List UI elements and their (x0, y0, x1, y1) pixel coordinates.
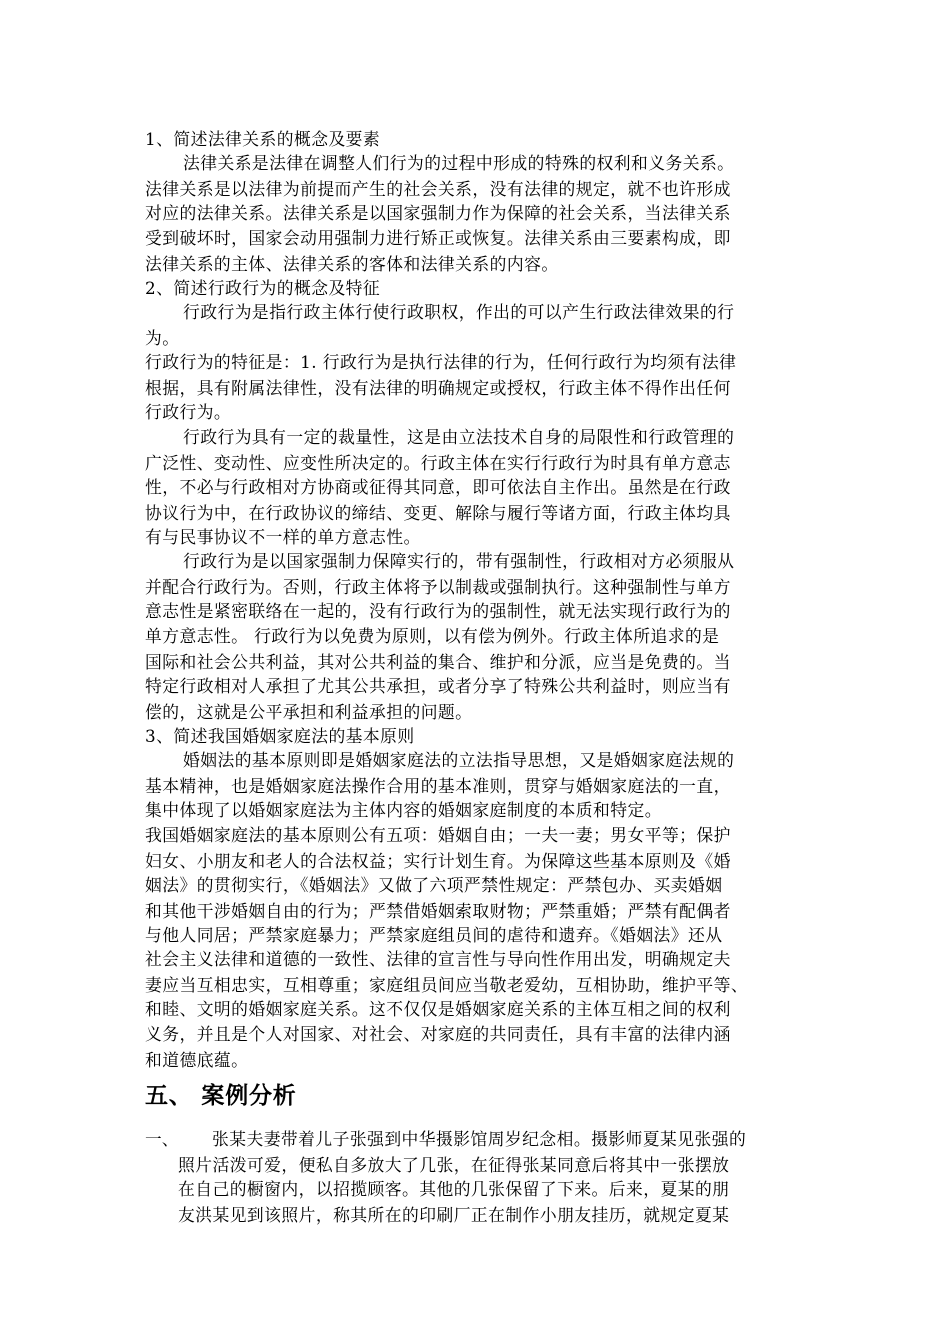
section-2-line: 广泛性、变动性、应变性所决定的。行政主体在实行行政行为时具有单方意志 (145, 453, 731, 473)
case-line: 照片活泼可爱，便私自多放大了几张，在征得张某同意后将其中一张摆放 (178, 1155, 730, 1175)
section-2-line: 特定行政相对人承担了尤其公共承担，或者分享了特殊公共利益时，则应当有 (145, 676, 731, 696)
section-2-line: 有与民事协议不一样的单方意志性。 (145, 527, 421, 547)
section-3-line: 妇女、小朋友和老人的合法权益；实行计划生育。为保障这些基本原则及《婚 (145, 851, 731, 871)
case-number: 一、 (145, 1129, 179, 1149)
section-2-line: 并配合行政行为。否则，行政主体将予以制裁或强制执行。这种强制性与单方 (145, 577, 731, 597)
section-3-line: 社会主义法律和道德的一致性、法律的宣言性与导向性作用出发，明确规定夫 (145, 949, 731, 969)
section-2-line: 意志性是紧密联络在一起的，没有行政行为的强制性，就无法实现行政行为的 (145, 601, 731, 621)
section-1-line: 法律关系是法律在调整人们行为的过程中形成的特殊的权利和义务关系。 (183, 153, 735, 173)
section-2-line: 行政行为具有一定的裁量性，这是由立法技术自身的局限性和行政管理的 (183, 427, 735, 447)
section-3-line: 婚姻法的基本原则即是婚姻家庭法的立法指导思想，又是婚姻家庭法规的 (183, 750, 735, 770)
section-3-line: 姻法》的贯彻实行，《婚姻法》又做了六项严禁性规定：严禁包办、买卖婚姻 (145, 875, 723, 895)
section-3-heading: 3、简述我国婚姻家庭法的基本原则 (145, 726, 415, 746)
section-2-line: 性，不必与行政相对方协商或征得其同意，即可依法自主作出。虽然是在行政 (145, 477, 731, 497)
section-2-line: 行政行为是以国家强制力保障实行的，带有强制性，行政相对方必须服从 (183, 551, 735, 571)
section-3-line: 与他人同居；严禁家庭暴力；严禁家庭组员间的虐待和遗弃。《婚姻法》还从 (145, 925, 723, 945)
section-2-line: 行政行为。 (145, 402, 232, 422)
section-2-heading: 2、简述行政行为的概念及特征 (145, 278, 381, 298)
case-line: 在自己的橱窗内，以招揽顾客。其他的几张保留了下来。后来，夏某的朋 (178, 1179, 730, 1199)
section-3-line: 基本精神，也是婚姻家庭法操作合用的基本准则，贯穿与婚姻家庭法的一直， (145, 776, 731, 796)
section-2-line: 为。 (145, 328, 180, 348)
section-2-line: 根据，具有附属法律性，没有法律的明确规定或授权，行政主体不得作出任何 (145, 378, 731, 398)
section-1-heading: 1、简述法律关系的概念及要素 (145, 129, 381, 149)
section-5-heading: 五、 案例分析 (145, 1083, 297, 1109)
section-3-line: 和道德底蕴。 (145, 1050, 249, 1070)
section-1-line: 法律关系的主体、法律关系的客体和法律关系的内容。 (145, 254, 559, 274)
section-1-line: 受到破坏时，国家会动用强制力进行矫正或恢复。法律关系由三要素构成，即 (145, 228, 731, 248)
section-1-line: 对应的法律关系。法律关系是以国家强制力作为保障的社会关系，当法律关系 (145, 203, 731, 223)
section-2-line: 单方意志性。 行政行为以免费为原则，以有偿为例外。行政主体所追求的是 (145, 626, 720, 646)
section-2-line: 偿的，这就是公平承担和利益承担的问题。 (145, 702, 473, 722)
section-2-line: 协议行为中，在行政协议的缔结、变更、解除与履行等诸方面，行政主体均具 (145, 503, 731, 523)
section-3-line: 和睦、文明的婚姻家庭关系。这不仅仅是婚姻家庭关系的主体互相之间的权利 (145, 999, 731, 1019)
section-3-line: 妻应当互相忠实，互相尊重；家庭组员间应当敬老爱幼，互相协助，维护平等、 (145, 975, 749, 995)
section-1-line: 法律关系是以法律为前提而产生的社会关系，没有法律的规定，就不也许形成 (145, 179, 731, 199)
section-3-line: 集中体现了以婚姻家庭法为主体内容的婚姻家庭制度的本质和特定。 (145, 800, 662, 820)
section-2-line: 行政行为是指行政主体行使行政职权，作出的可以产生行政法律效果的行 (183, 302, 735, 322)
case-line: 友洪某见到该照片，称其所在的印刷厂正在制作小朋友挂历，就规定夏某 (178, 1205, 730, 1225)
section-2-line: 国际和社会公共利益，其对公共利益的集合、维护和分派，应当是免费的。当 (145, 652, 731, 672)
section-3-line: 和其他干涉婚姻自由的行为；严禁借婚姻索取财物；严禁重婚；严禁有配偶者 (145, 901, 731, 921)
section-2-line: 行政行为的特征是：1. 行政行为是执行法律的行为，任何行政行为均须有法律 (145, 352, 737, 372)
section-3-line: 我国婚姻家庭法的基本原则公有五项：婚姻自由；一夫一妻；男女平等；保护 (145, 825, 731, 845)
case-line: 张某夫妻带着儿子张强到中华摄影馆周岁纪念相。摄影师夏某见张强的 (212, 1129, 747, 1149)
section-3-line: 义务，并且是个人对国家、对社会、对家庭的共同责任，具有丰富的法律内涵 (145, 1024, 731, 1044)
